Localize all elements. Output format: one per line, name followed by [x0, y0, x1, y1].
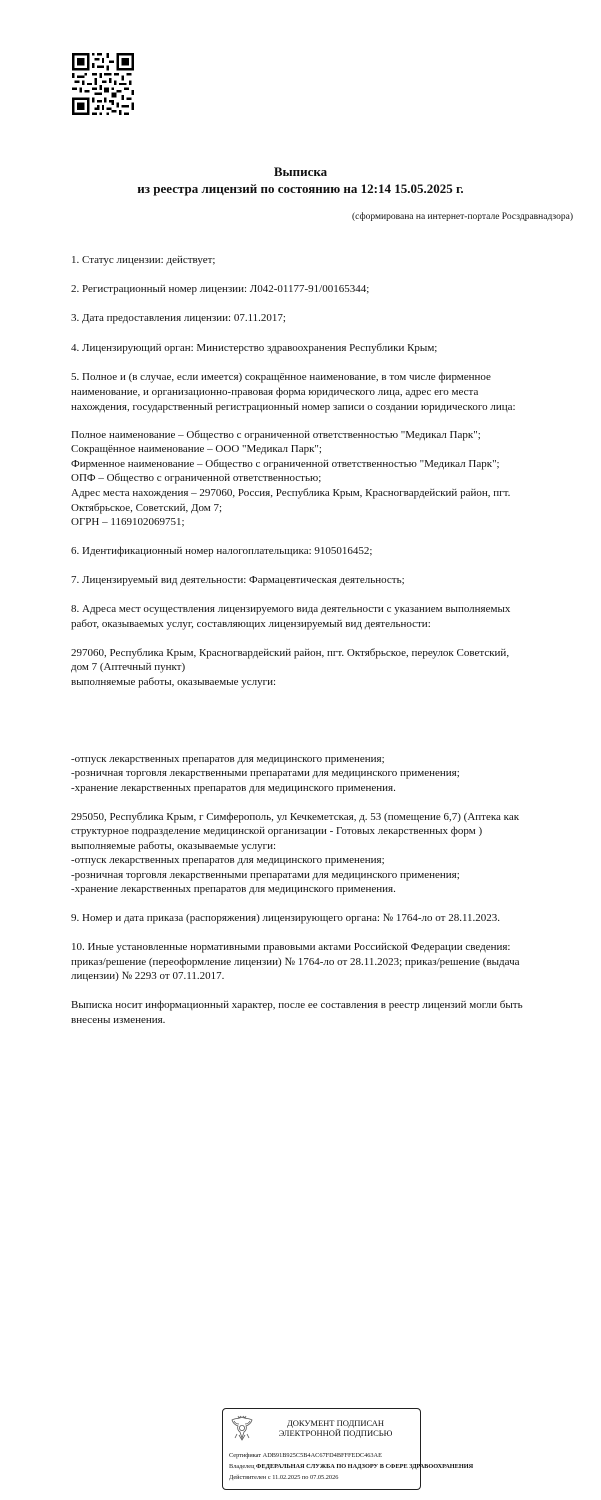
body-line: Полное наименование – Общество с ограниченной ответственностью "Медикал Парк";: [71, 429, 481, 441]
body-line: Сокращённое наименование – ООО "Медикал Парк";: [71, 443, 322, 455]
stamp-owner-value: ФЕДЕРАЛЬНАЯ СЛУЖБА ПО НАДЗОРУ В СФЕРЕ ЗДРАВООХРАНЕНИЯ: [256, 1463, 474, 1470]
body-line: 4. Лицензирующий орган: Министерство здравоохранения Республики Крым;: [71, 342, 438, 354]
body-line: ОГРН – 1169102069751;: [71, 516, 185, 528]
document-title: Выписка: [273, 164, 328, 179]
body-line: 1. Статус лицензии: действует;: [71, 254, 216, 266]
body-line: выполняемые работы, оказываемые услуги:: [71, 676, 277, 688]
body-line: -розничная торговля лекарственными препаратами для медицинского применения;: [71, 767, 460, 779]
body-line: выполняемые работы, оказываемые услуги:: [71, 840, 277, 852]
body-line: -розничная торговля лекарственными препаратами для медицинского применения;: [71, 869, 460, 881]
body-line: лицензии) № 2293 от 07.11.2017.: [71, 970, 225, 982]
body-line: 6. Идентификационный номер налогоплательщика: 9105016452;: [71, 545, 373, 557]
body-line: приказ/решение (переоформление лицензии) № 1764-ло от 28.11.2023; приказ/решение (выдача: [71, 956, 520, 968]
body-line: работ, оказываемых услуг, составляющих лицензируемый вид деятельности:: [71, 618, 431, 630]
stamp-valid-label: Действителен с: [229, 1474, 271, 1481]
document-title-line2: из реестра лицензий по состоянию на 12:14 15.05.2025 г.: [137, 181, 464, 196]
stamp-owner-label: Владелец: [229, 1463, 255, 1470]
body-line: 7. Лицензируемый вид деятельности: Фармацевтическая деятельность;: [71, 574, 405, 586]
body-line: 297060, Республика Крым, Красногвардейский район, пгт. Октябрьское, переулок Советский,: [71, 647, 510, 659]
stamp-validity: [229, 1474, 338, 1482]
stamp-heading-line2: ЭЛЕКТРОННОЙ ПОДПИСЬЮ: [278, 1428, 393, 1438]
stamp-certificate-label: Сертификат: [229, 1452, 262, 1459]
body-line: наименование, и организационно-правовая форма юридического лица, адрес его места: [71, 386, 479, 398]
body-line: -хранение лекарственных препаратов для медицинского применения.: [71, 883, 396, 895]
body-line: 2. Регистрационный номер лицензии: Л042-01177-91/00165344;: [71, 283, 370, 295]
stamp-valid-to: 07.05.2026: [310, 1474, 339, 1481]
body-line: структурное подразделение медицинской организации - Готовых лекарственных форм ): [71, 825, 483, 837]
body-line: Фирменное наименование – Общество с ограниченной ответственностью "Медикал Парк";: [71, 458, 500, 470]
body-line: -отпуск лекарственных препаратов для медицинского применения;: [71, 753, 385, 765]
body-line: Октябрьское, Советский, Дом 7;: [71, 502, 223, 514]
qr-code-icon: [72, 53, 134, 115]
stamp-heading: ДОКУМЕНТ ПОДПИСАН: [286, 1418, 385, 1428]
stamp-valid-to-label: по: [301, 1474, 309, 1481]
stamp-owner: [229, 1463, 473, 1471]
body-line: -хранение лекарственных препаратов для медицинского применения.: [71, 782, 396, 794]
body-line: ОПФ – Общество с ограниченной ответственностью;: [71, 472, 322, 484]
body-line: 295050, Республика Крым, г Симферополь, ул Кечкеметская, д. 53 (помещение 6,7) (Аптека как: [71, 811, 520, 823]
body-line: 8. Адреса мест осуществления лицензируемого вида деятельности с указанием выполняемых: [71, 603, 511, 615]
body-line: нахождения, государственный регистрационный номер записи о создании юридического лица:: [71, 401, 516, 413]
coat-of-arms-icon: [229, 1414, 255, 1442]
stamp-valid-from: 11.02.2025: [272, 1474, 301, 1481]
body-line: 9. Номер и дата приказа (распоряжения) лицензирующего органа: № 1764-ло от 28.11.2023.: [71, 912, 501, 924]
document-subtitle: (сформирована на интернет-портале Росздравнадзора): [352, 212, 573, 222]
signature-stamp: [222, 1408, 474, 1490]
body-line: 5. Полное и (в случае, если имеется) сокращённое наименование, в том числе фирменное: [71, 371, 491, 383]
stamp-certificate: [229, 1452, 382, 1460]
body-line: 10. Иные установленные нормативными правовыми актами Российской Федерации сведения:: [71, 941, 511, 953]
stamp-certificate-value: ADB91B925C5B4AC67FD4BFFFEDC463AE: [262, 1452, 382, 1459]
body-line: 3. Дата предоставления лицензии: 07.11.2017;: [71, 312, 286, 324]
body-line: дом 7 (Аптечный пункт): [71, 661, 186, 673]
body-line: Адрес места нахождения – 297060, Россия, Республика Крым, Красногвардейский район, пгт.: [71, 487, 511, 499]
body-line: -отпуск лекарственных препаратов для медицинского применения;: [71, 854, 385, 866]
body-line: внесены изменения.: [71, 1014, 166, 1026]
body-line: Выписка носит информационный характер, после ее составления в реестр лицензий могли быть: [71, 999, 523, 1011]
